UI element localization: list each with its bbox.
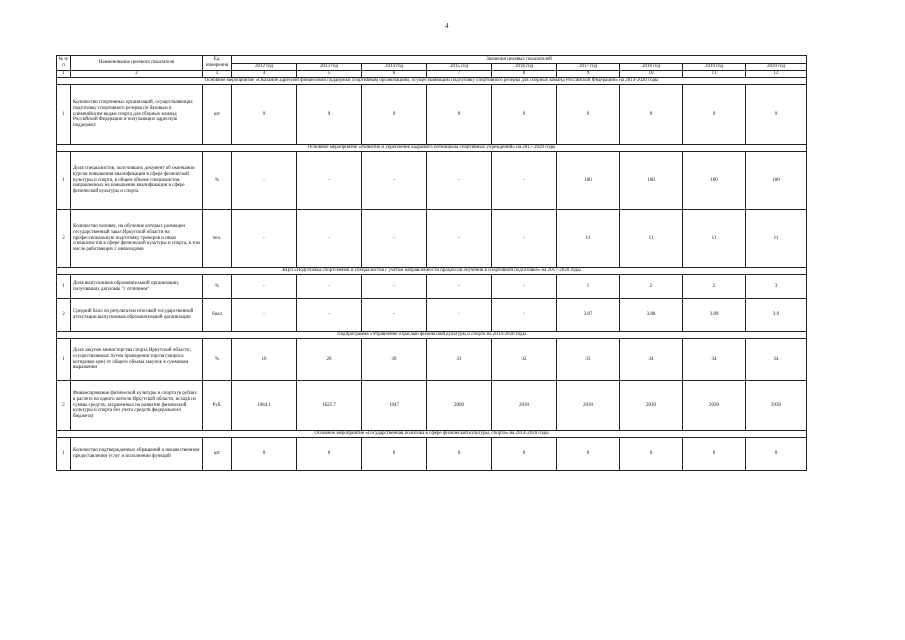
- column-number: 4: [232, 71, 297, 78]
- value-cell: 0: [362, 438, 427, 471]
- page-number: 4: [445, 22, 449, 30]
- unit-cell: балл: [203, 299, 232, 332]
- table-row: [57, 275, 807, 299]
- value-cell: 11: [683, 210, 746, 268]
- header-unit: Ед. измерения: [203, 56, 232, 71]
- value-cell: -: [297, 275, 362, 299]
- column-number: 3: [203, 71, 232, 78]
- value-cell: -: [492, 210, 557, 268]
- value-cell: 1625.7: [297, 381, 362, 431]
- value-cell: 0: [620, 438, 683, 471]
- value-cell: 100: [620, 152, 683, 210]
- value-cell: 9: [232, 85, 297, 145]
- value-cell: -: [232, 210, 297, 268]
- column-number: 5: [297, 71, 362, 78]
- header-year: 2015 год: [427, 64, 492, 71]
- value-cell: -: [492, 152, 557, 210]
- value-cell: 2030: [620, 381, 683, 431]
- indicator-name: Средний балл по результатам итоговой государственной аттестации выпускников образовательной организации: [71, 299, 203, 332]
- column-number: 11: [683, 71, 746, 78]
- value-cell: -: [297, 299, 362, 332]
- unit-cell: Руб.: [203, 381, 232, 431]
- section-title: Подпрограмма «Управление отраслью физической культуры и спорта на 2014-2020 годы: [57, 332, 807, 339]
- value-cell: -: [362, 299, 427, 332]
- value-cell: 9: [746, 85, 807, 145]
- value-cell: 30: [362, 339, 427, 381]
- table-row: [57, 339, 807, 381]
- value-cell: 3.87: [557, 299, 620, 332]
- value-cell: 0: [557, 438, 620, 471]
- column-number: 6: [362, 71, 427, 78]
- row-number: 1: [57, 275, 71, 299]
- value-cell: 9: [297, 85, 362, 145]
- value-cell: 0: [683, 438, 746, 471]
- unit-cell: %: [203, 152, 232, 210]
- value-cell: -: [297, 152, 362, 210]
- value-cell: 0: [427, 438, 492, 471]
- value-cell: 9: [683, 85, 746, 145]
- header-year: 2017 год: [557, 64, 620, 71]
- value-cell: 1: [557, 275, 620, 299]
- value-cell: 3: [746, 275, 807, 299]
- value-cell: 34: [683, 339, 746, 381]
- unit-cell: шт: [203, 85, 232, 145]
- row-number: 1: [57, 438, 71, 471]
- value-cell: -: [492, 275, 557, 299]
- value-cell: 2000: [427, 381, 492, 431]
- section-header-row: [57, 431, 807, 438]
- indicators-table: [56, 55, 807, 471]
- section-header-row: [57, 332, 807, 339]
- indicator-name: Количество подтвержденных обращений о некачественном предоставлении услуг и исполнении функций: [71, 438, 203, 471]
- value-cell: 2: [683, 275, 746, 299]
- value-cell: 20: [297, 339, 362, 381]
- header-year: 2018 год: [620, 64, 683, 71]
- value-cell: 33: [557, 339, 620, 381]
- header-year: 2020 год: [746, 64, 807, 71]
- section-header-row: [57, 268, 807, 275]
- value-cell: -: [427, 299, 492, 332]
- value-cell: 2030: [746, 381, 807, 431]
- row-number: 1: [57, 339, 71, 381]
- row-number: 2: [57, 299, 71, 332]
- value-cell: -: [427, 210, 492, 268]
- indicator-name: Доля закупок министерства спорта Иркутской области, осуществляемых путем проведения торгов (запроса котировок цен) от общего объема закупок в суммовом выражении: [71, 339, 203, 381]
- header-year: 2013 год: [297, 64, 362, 71]
- unit-cell: %: [203, 275, 232, 299]
- header-year: 2014 год: [362, 64, 427, 71]
- value-cell: -: [492, 299, 557, 332]
- value-cell: -: [362, 152, 427, 210]
- value-cell: -: [427, 152, 492, 210]
- column-number: 1: [57, 71, 71, 78]
- value-cell: 11: [557, 210, 620, 268]
- table-row: [57, 438, 807, 471]
- table-row: [57, 299, 807, 332]
- header-num: № п/п: [57, 56, 71, 71]
- value-cell: 10: [232, 339, 297, 381]
- row-number: 2: [57, 381, 71, 431]
- column-number: 2: [71, 71, 203, 78]
- value-cell: 0: [492, 438, 557, 471]
- table-row: [57, 85, 807, 145]
- section-header-row: [57, 78, 807, 85]
- value-cell: 3.88: [620, 299, 683, 332]
- value-cell: 11: [746, 210, 807, 268]
- value-cell: 9: [620, 85, 683, 145]
- column-number: 7: [427, 71, 492, 78]
- indicator-name: Доля выпускников образовательной организации, получивших дипломы "с отличием": [71, 275, 203, 299]
- unit-cell: чел.: [203, 210, 232, 268]
- row-number: 1: [57, 152, 71, 210]
- section-header-row: [57, 145, 807, 152]
- value-cell: 0: [746, 438, 807, 471]
- value-cell: 100: [746, 152, 807, 210]
- value-cell: 34: [620, 339, 683, 381]
- table-row: [57, 210, 807, 268]
- value-cell: 31: [427, 339, 492, 381]
- column-numbers-row: [57, 71, 807, 78]
- value-cell: 2030: [683, 381, 746, 431]
- column-number: 8: [492, 71, 557, 78]
- value-cell: -: [232, 299, 297, 332]
- value-cell: 0: [232, 438, 297, 471]
- value-cell: 9: [557, 85, 620, 145]
- indicator-name: Количество спортивных организаций, осуществляющих подготовку спортивного резерва по базовым и олимпийским видам спорта для сборных команд Российской Федерации и получающих адресную поддержку: [71, 85, 203, 145]
- value-cell: 2030: [557, 381, 620, 431]
- table-row: [57, 381, 807, 431]
- row-number: 2: [57, 210, 71, 268]
- value-cell: 32: [492, 339, 557, 381]
- header-row-main: [57, 56, 807, 64]
- indicator-name: Доля специалистов, получивших документ об окончании курсов повышения квалификации в сфере физической культуры и спорта, в общем объеме специалистов, направленных на повышение квалификации в сфере физической культуры и спорта: [71, 152, 203, 210]
- value-cell: 11: [620, 210, 683, 268]
- section-title: ВЦП «Подготовка спортсменов и специалистов с учетом направленности процессов обучения в спортивной подготовке» на 2017-2020 годы: [57, 268, 807, 275]
- header-year: 2012 год: [232, 64, 297, 71]
- value-cell: -: [297, 210, 362, 268]
- header-year: 2016 год: [492, 64, 557, 71]
- value-cell: 3.9: [746, 299, 807, 332]
- value-cell: -: [362, 210, 427, 268]
- header-year: 2019 год: [683, 64, 746, 71]
- value-cell: 9: [492, 85, 557, 145]
- column-number: 12: [746, 71, 807, 78]
- value-cell: 34: [746, 339, 807, 381]
- unit-cell: шт: [203, 438, 232, 471]
- header-values-group: Значения целевых показателей: [232, 56, 807, 64]
- row-number: 1: [57, 85, 71, 145]
- table-row: [57, 152, 807, 210]
- value-cell: 0: [297, 438, 362, 471]
- value-cell: -: [232, 275, 297, 299]
- value-cell: 100: [557, 152, 620, 210]
- section-title: Основное мероприятие «Оказание адресной финансовой поддержки спортивным организациям, осуществляющим подготовку спортивного резерва для сборных команд Российской Федерации» на 2014-2020 годы: [57, 78, 807, 85]
- unit-cell: %: [203, 339, 232, 381]
- value-cell: 2030: [492, 381, 557, 431]
- value-cell: 1947: [362, 381, 427, 431]
- header-name: Наименование целевого показателя: [71, 56, 203, 71]
- value-cell: 9: [427, 85, 492, 145]
- section-title: Основное мероприятие «Государственная политика в сфере физической культуры, спорта» на 2014-2020 годы: [57, 431, 807, 438]
- value-cell: -: [232, 152, 297, 210]
- column-number: 9: [557, 71, 620, 78]
- column-number: 10: [620, 71, 683, 78]
- value-cell: 1084.1: [232, 381, 297, 431]
- value-cell: 100: [683, 152, 746, 210]
- section-title: Основное мероприятие «Развитие и укрепление кадрового потенциала спортивных учреждений» на 2017-2020 годы: [57, 145, 807, 152]
- value-cell: -: [362, 275, 427, 299]
- value-cell: -: [427, 275, 492, 299]
- value-cell: 9: [362, 85, 427, 145]
- indicator-name: Количество человек, на обучение которых размещен государственный заказ Иркутской области на профессиональную подготовку тренеров и иных специалистов в сфере физической культуры и спорта, в том числе работающих с инвалидами: [71, 210, 203, 268]
- value-cell: 2: [620, 275, 683, 299]
- value-cell: 3.89: [683, 299, 746, 332]
- indicator-name: Финансирование физической культуры и спорта (в рублях в расчете на одного жителя Иркутской области, исходя из суммы средств, затраченных на развитие физической культуры и спорта без учета средств федерального бюджета): [71, 381, 203, 431]
